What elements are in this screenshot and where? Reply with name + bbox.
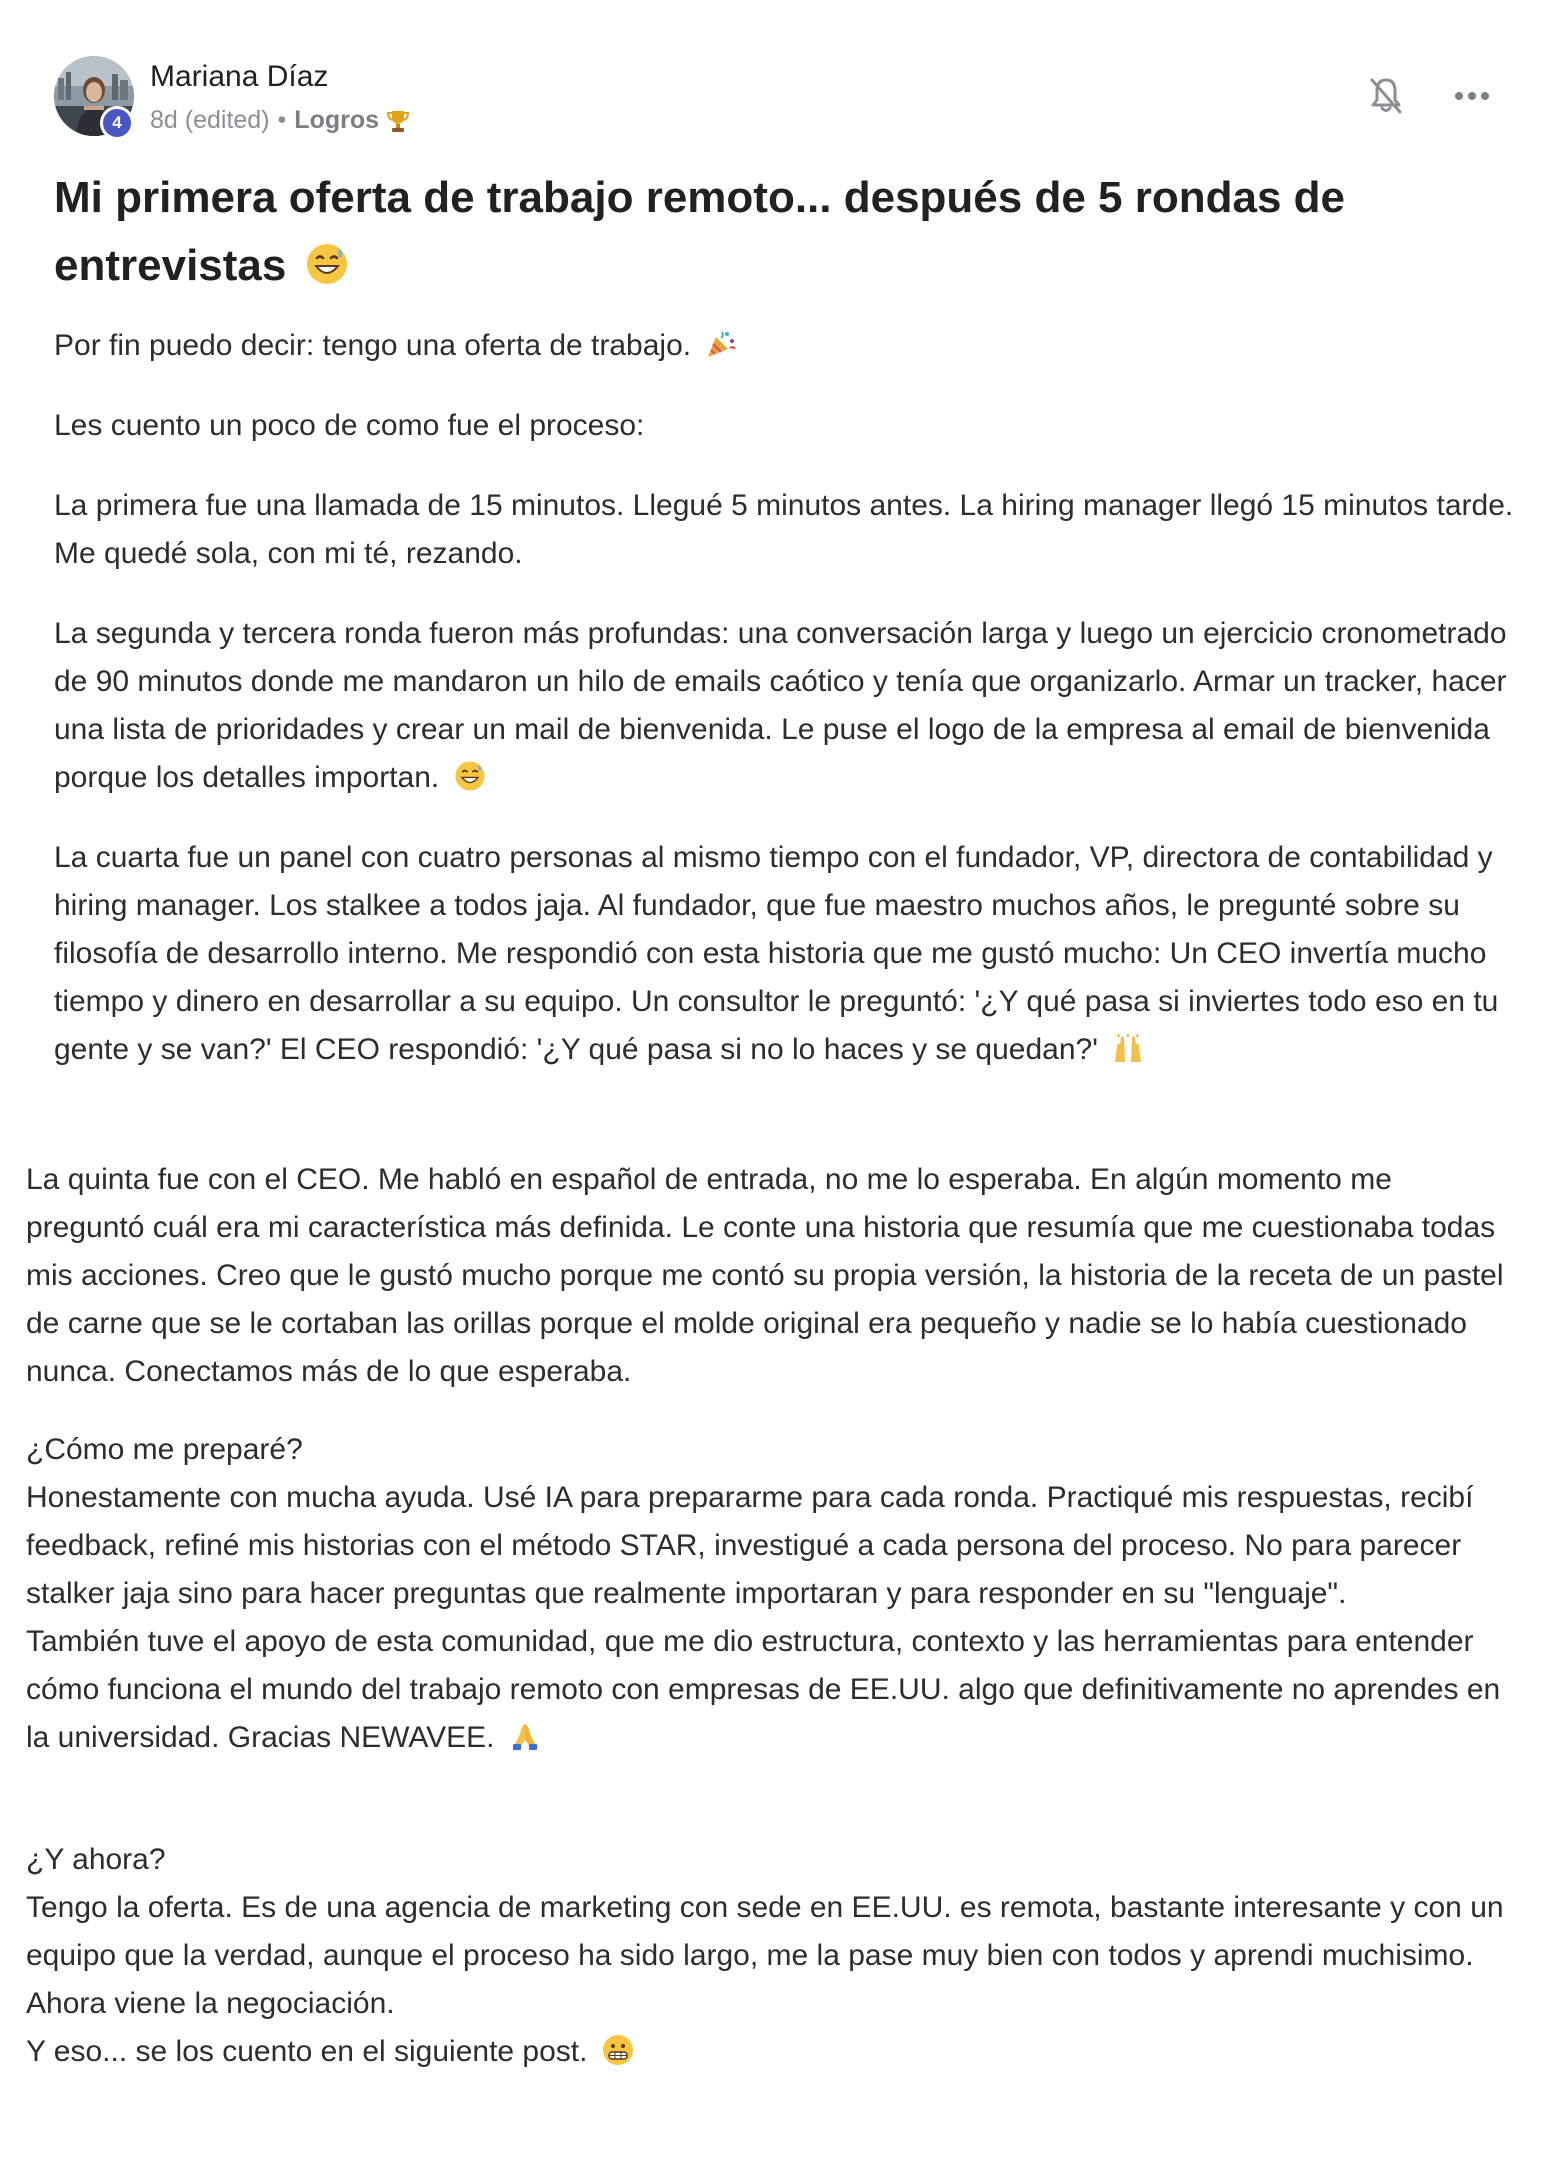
paragraph-6: La quinta fue con el CEO. Me habló en español de entrada, no me lo esperaba. En algún momento me preguntó cuál era mi característica más definida. Le conte una historia que resumía que me cuestionaba todas mis acciones. Creo que le gustó mucho porque me contó su propia versión, la historia de la receta de un pastel de carne que se le cortaban las orillas porque el molde original era pequeño y nadie se lo había cuestionado nunca. Conectamos más de lo que esperaba. (26, 1163, 1504, 1388)
paragraph-8 (26, 1836, 1516, 2076)
grimacing-face-icon (602, 2033, 634, 2065)
category-link[interactable]: Logros (294, 106, 380, 134)
meta-separator: • (277, 106, 287, 134)
paragraph-8-heading: ¿Y ahora? (26, 1843, 166, 1876)
paragraph-3: La primera fue una llamada de 15 minutos. Llegué 5 minutos antes. La hiring manager llegó 15 minutos tarde. Me quedé sola, con mi té, rezando. (54, 489, 1514, 570)
bell-off-icon[interactable] (1364, 74, 1408, 118)
level-badge: 4 (100, 106, 134, 140)
paragraph-1 (54, 322, 1514, 370)
folded-hands-icon (509, 1719, 541, 1751)
paragraph-7-text-a: Honestamente con mucha ayuda. Usé IA para prepararme para cada ronda. Practiqué mis respuestas, recibí feedback, refiné mis historias con el método STAR, investigué a cada persona del proceso. No para parecer stalker jaja sino para hacer preguntas que realmente importaran y para responder en su "lenguaje". (26, 1481, 1474, 1610)
party-popper-icon (705, 327, 737, 359)
grinning-sweat-icon (305, 238, 349, 282)
paragraph-8-text-b: Ahora viene la negociación. (26, 1987, 395, 2020)
grinning-sweat-icon (454, 759, 486, 791)
paragraph-7-text-b: También tuve el apoyo de esta comunidad, que me dio estructura, contexto y las herramientas para entender cómo funciona el mundo del trabajo remoto con empresas de EE.UU. algo que definitivamente no aprendes en la universidad. Gracias NEWAVEE. (26, 1625, 1501, 1754)
paragraph-2: Les cuento un poco de como fue el proceso: (54, 409, 645, 442)
paragraph-4-text: La segunda y tercera ronda fueron más profundas: una conversación larga y luego un ejercicio cronometrado de 90 minutos donde me mandaron un hilo de emails caótico y tenía que organizarlo. Armar un tracker, hacer una lista de prioridades y crear un mail de bienvenida. Le puse el logo de la empresa al email de bienvenida porque los detalles importan. (54, 617, 1507, 794)
paragraph-8-text-a: Tengo la oferta. Es de una agencia de marketing con sede en EE.UU. es remota, bastante interesante y con un equipo que la verdad, aunque el proceso ha sido largo, me la pase muy bien con todos y aprendi muchisimo. (26, 1891, 1504, 1972)
paragraph-7-text-b-wrap (26, 1618, 1516, 1762)
paragraph-8-text-c-wrap (26, 2028, 1516, 2076)
post-timestamp[interactable]: 8d (edited) (150, 106, 270, 134)
post-title-text: Mi primera oferta de trabajo remoto... después de 5 rondas de entrevistas (54, 173, 1345, 290)
author-name[interactable]: Mariana Díaz (150, 60, 329, 93)
paragraph-5 (54, 834, 1514, 1074)
paragraph-4 (54, 610, 1514, 802)
header-actions (1364, 74, 1494, 118)
trophy-icon (387, 108, 409, 134)
more-horizontal-icon[interactable] (1450, 74, 1494, 118)
paragraph-7-heading: ¿Cómo me preparé? (26, 1433, 303, 1466)
paragraph-5-text: La cuarta fue un panel con cuatro personas al mismo tiempo con el fundador, VP, directora de contabilidad y hiring manager. Los stalkee a todos jaja. Al fundador, que fue maestro muchos años, le pregunté sobre su filosofía de desarrollo interno. Me respondió con esta historia que me gustó mucho: Un CEO invertía mucho tiempo y dinero en desarrollar a su equipo. Un consultor le preguntó: '¿Y qué pasa si inviertes todo eso en tu gente y se van?' El CEO respondió: '¿Y qué pasa si no lo haces y se quedan?' (54, 841, 1499, 1066)
paragraph-7 (26, 1426, 1516, 1762)
paragraph-8-text-c: Y eso... se los cuento en el siguiente post. (26, 2035, 588, 2068)
post-title (54, 164, 1474, 300)
post-header (54, 56, 1494, 142)
avatar-wrapper[interactable] (54, 56, 134, 140)
paragraph-1-text: Por fin puedo decir: tengo una oferta de trabajo. (54, 329, 692, 362)
post-meta (150, 106, 409, 135)
raising-hands-icon (1112, 1031, 1144, 1063)
